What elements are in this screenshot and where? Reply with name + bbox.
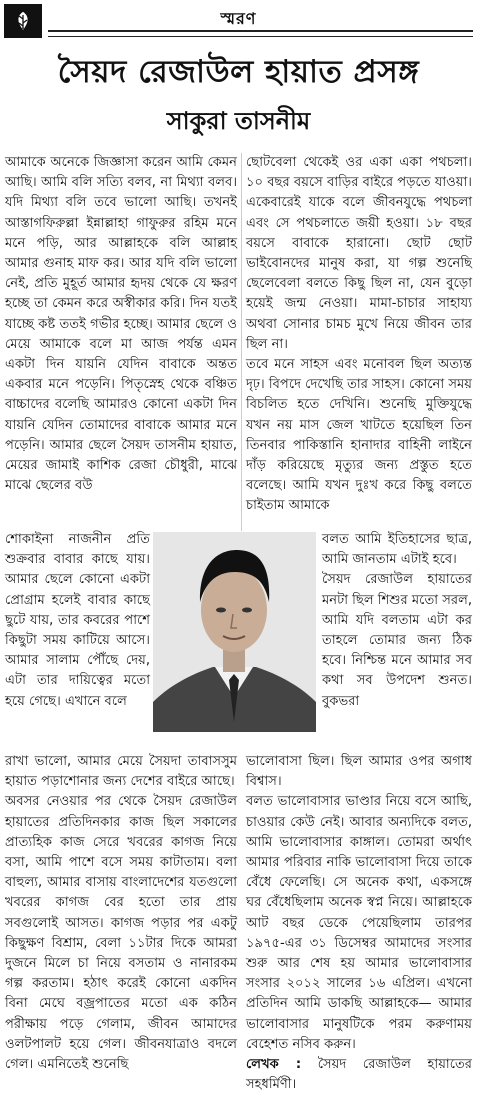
section-header [0, 0, 477, 40]
section-title: স্মরণ [220, 9, 257, 28]
column-1-wrap: শোকাইনা নাজনীন প্রতি শুক্রবার বাবার কাছে যায়। আমার ছেলে কোনো একটা প্রোগ্রাম হলেই বাবার কাছে ছুটে যায়, তার কবরের পাশে কিছুটা সময় কাটিয়ে আসে। আমার সালাম পৌঁছে দেয়, এটা তার দায়িত্বের মতো হয়ে গেছে। এখানে বলে [5, 532, 150, 709]
portrait-illustration [153, 532, 316, 732]
writer-note [246, 1055, 472, 1095]
headline: সৈয়দ রেজাউল হায়াত প্রসঙ্গ [57, 54, 420, 90]
writer-label: লেখক : [246, 1057, 302, 1073]
column-1-bottom [5, 752, 237, 1075]
column-2-top-text: ছোটবেলা থেকেই ওর একা একা পথচলা। ১০ বছর বয়সে বাড়ির বাইরে পড়তে যাওয়া। একেবারেই যাকে বলে জীবনযুদ্ধে পথচলা এবং সে পথচলাতে জয়ী হওয়া। ১৮ বছর বয়সে বাবাকে হারানো। ছোট ছোট ভাইবোনদের মানুষ করা, যা গল্প শুনেছি ছেলেবেলা বলতে কিছু ছিল না, যেন বুড়ো হয়েই জন্ম নেওয়া। মামা-চাচার সাহায্য অথবা সোনার চামচ মুখে নিয়ে জীবন তার ছিল না। তবে মনে সাহস এবং মনোবল ছিল অত্যন্ত দৃঢ়। বিপদে দেখেছি তার সাহস। কোনো সময় বিচলিত হতে দেখিনি। শুনেছি মুক্তিযুদ্ধে যখন নয় মাস জেল খাটতে হয়েছিল তিন তিনবার পাকিস্তানি হানাদার বাহিনী লাইনে দাঁড় করিয়েছে মৃত্যুর জন্য প্রস্তুত হতে বলেছে। আমি যখন দুঃখ করে কিছু বলতে চাইতাম আমাকে [246, 155, 472, 514]
column-2-bottom-text: ভালোবাসা ছিল। ছিল আমার ওপর অগাধ বিশ্বাস। বলত ভালোবাসার ভাণ্ডার নিয়ে বসে আছি, চাওয়ার কেউ নেই। আবার অন্যদিকে বলত, আমি ভালোবাসার কাঙ্গাল। তোমরা অর্থাৎ আমার পরিবার নাকি ভালোবাসা দিয়ে তাকে বেঁধে ফেলেছি। সে অনেক কথা, একসঙ্গে ঘর বেঁধেছিলাম অনেক স্বপ্ন নিয়ে। আল্লাহকে আট বছর ডেকে পেয়েছিলাম তারপর ১৯৭৫-এর ৩১ ডিসেম্বর আমাদের সংসার শুরু আর শেষ হয় আমার ভালোবাসার সংসার ২০১২ সালের ১৬ এপ্রিল। এখনো প্রতিদিন আমি ডাকছি আল্লাহকে— আমার ভালোবাসার মানুষটিকে পরম করুণাময় বেহেশত নসিব করুন। [246, 754, 472, 1052]
portrait-photo [153, 532, 316, 732]
column-2-top [246, 153, 472, 517]
column-1-top: আমাকে অনেকে জিজ্ঞাসা করেন আমি কেমন আছি। আমি বলি সত্যি বলব, না মিথ্যা বলব। যদি মিথ্যা বলি তবে ভালো আছি। তখনই আস্তাগফিরুল্লা ইন্নাল্লাহা গাফুরুর রহিম মনে মনে পড়ি, আর আল্লাহকে বলি আল্লাহ আমার গুনাহ মাফ কর। আর যদি বলি ভালো নেই, প্রতি মুহূর্ত আমার হৃদয় থেকে যে ক্ষরণ হচ্ছে তা কেমন করে অস্বীকার করি। দিন যতই যাচ্ছে কষ্ট ততই গভীর হচ্ছে। আমার ছেলে ও মেয়ে আমাকে বলে মা আজ পর্যন্ত এমন একটা দিন যায়নি যেদিন বাবাকে অন্তত একবার মনে পড়েনি। পিতৃস্নেহ থেকে বঞ্চিত বাচ্চাদের বলেছি আমারও কোনো একটা দিন যায়নি যেদিন তোমাদের বাবাকে আমার মনে পড়েনি। আমার ছেলে সৈয়দ তাসনীম হায়াত, মেয়ের জামাই কাশিক রেজা চৌধুরী, মাঝে মাঝে ছেলের বউ [5, 155, 237, 494]
header-rule-bottom [48, 36, 473, 37]
column-2-wrap [322, 530, 472, 712]
writer-text: সৈয়দ রেজাউল হায়াতের সহধর্মিণী। [246, 1057, 472, 1093]
column-2-wrap-text: বলত আমি ইতিহাসের ছাত্র, আমি জানতাম এটাই হবে। সৈয়দ রেজাউল হায়াতের মনটা ছিল শিশুর মতো সরল, আমি যদি বলতাম এটা কর তাহলে তোমার জন্য ঠিক হবে। নিশ্চিন্ত মনে আমার সব কথা সব উপদেশ শুনত। বুকভরা [322, 532, 472, 709]
column-2-bottom [246, 752, 472, 1095]
byline: সাকুরা তাসনীম [166, 107, 311, 135]
column-1-bottom-text: রাখা ভালো, আমার মেয়ে সৈয়দা তাবাসসুম হায়াত পড়াশোনার জন্য দেশের বাইরে আছে। অবসর নেওয়ার পর থেকে সৈয়দ রেজাউল হায়াতের প্রতিদিনকার কাজ ছিল সকালের প্রাত্যহিক কাজ সেরে খবরের কাগজ নিয়ে বসা, আমি পাশে বসে সময় কাটাতাম। বলা বাহুল্য, আমার বাসায় বাংলাদেশের যতগুলো খবরের কাগজ বের হতো তার প্রায় সবগুলোই আসত। কাগজ পড়ার পর একটু কিছুক্ষণ বিশ্রাম, বেলা ১১টার দিকে আমরা দুজনে মিলে চা নিয়ে বসতাম ও নানারকম গল্প করতাম। হঠাৎ করেই কোনো একদিন বিনা মেঘে বজ্রপাতের মতো এক কঠিন পরীক্ষায় পড়ে গেলাম, জীবন আমাদের ওলটপালট হয়ে গেল। জীবনযাত্রাও বদলে গেল। এমনিতেই শুনেছি [5, 754, 237, 1073]
column-divider [241, 153, 242, 531]
header-rule-top [48, 30, 473, 32]
